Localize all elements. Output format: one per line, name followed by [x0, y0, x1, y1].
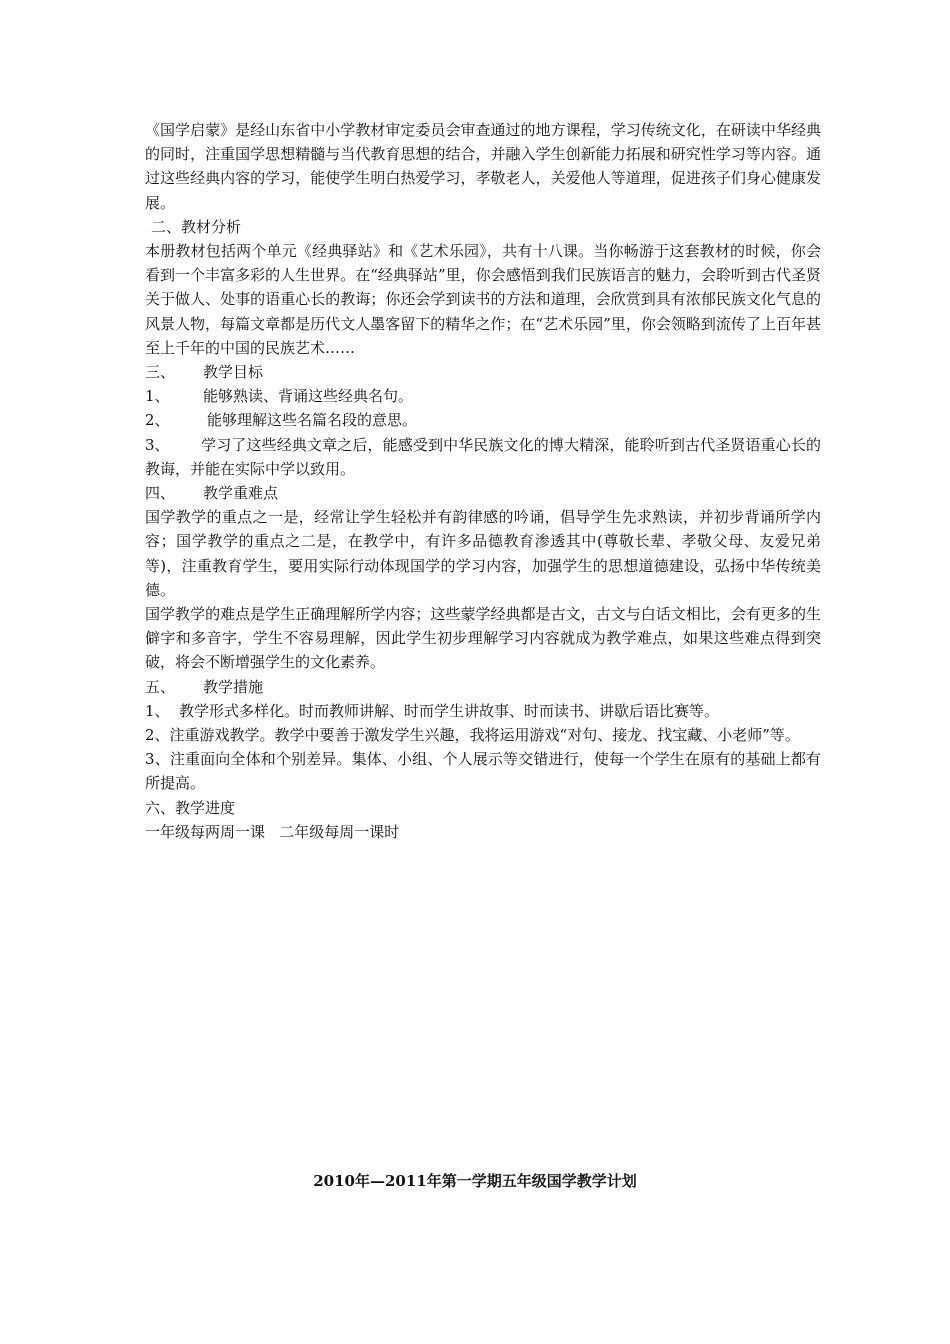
measure-item-3: 3、注重面向全体和个别差异。集体、小组、个人展示等交错进行，使每一个学生在原有的基础上都有所提高。	[145, 750, 821, 793]
goal-item-2-number: 2、	[145, 411, 170, 430]
section-4-title: 教学重难点	[203, 484, 279, 503]
goal-item-3	[145, 433, 821, 481]
section-5-title: 教学措施	[203, 677, 264, 696]
measure-item-1-number: 1、	[145, 701, 170, 720]
measure-item-1	[145, 699, 821, 723]
goal-item-1-number: 1、	[145, 387, 170, 406]
schedule-line: 一年级每两周一课 二年级每周一课时	[145, 822, 400, 841]
section-3-number: 三、	[145, 363, 176, 382]
section-6-heading: 六、教学进度	[145, 798, 236, 817]
section-3-heading	[145, 360, 821, 384]
goal-item-3-number: 3、	[145, 435, 170, 454]
goal-item-1-text: 能够熟读、背诵这些经典名句。	[203, 387, 414, 406]
section-3-title: 教学目标	[203, 363, 264, 382]
section-4-number: 四、	[145, 484, 176, 503]
goal-item-1	[145, 384, 821, 408]
document-body	[145, 118, 821, 844]
section-5-heading	[145, 675, 821, 699]
goal-item-3-text: 学习了这些经典文章之后，能感受到中华民族文化的博大精深，能聆听到古代圣贤语重心长的教诲，并能在实际中学以致用。	[145, 435, 821, 478]
intro-paragraph: 《国学启蒙》是经山东省中小学教材审定委员会审查通过的地方课程，学习传统文化，在研读中华经典的同时，注重国学思想精髓与当代教育思想的结合，并融入学生创新能力拓展和研究性学习等内容。通过这些经典内容的学习，能使学生明白热爱学习，孝敬老人，关爱他人等道理，促进孩子们身心健康发展。	[145, 121, 821, 212]
section-4-paragraph-2: 国学教学的难点是学生正确理解所学内容；这些蒙学经典都是古文，古文与白话文相比，会有更多的生僻字和多音字，学生不容易理解，因此学生初步理解学习内容就成为教学难点，如果这些难点得到突破，将会不断增强学生的文化素养。	[145, 605, 821, 672]
measure-item-1-text: 教学形式多样化。时而教师讲解、时而学生讲故事、时而读书、讲歇后语比赛等。	[179, 701, 720, 720]
measure-item-2: 2、注重游戏教学。教学中要善于激发学生兴趣，我将运用游戏“对句、接龙、找宝藏、小老师”等。	[145, 726, 800, 745]
goal-item-2-text: 能够理解这些名篇名段的意思。	[207, 411, 418, 430]
section-5-number: 五、	[145, 677, 176, 696]
section-4-paragraph-1: 国学教学的重点之一是，经常让学生轻松并有韵律感的吟诵，倡导学生先求熟读，并初步背诵所学内容；国学教学的重点之二是，在教学中，有许多品德教育渗透其中(尊敬长辈、孝敬父母、友爱兄弟等)，注重教育学生，要用实际行动体现国学的学习内容，加强学生的思想道德建设，弘扬中华传统美德。	[145, 508, 821, 599]
section-4-heading	[145, 481, 821, 505]
section-2-heading: 二、教材分析	[151, 217, 242, 236]
section-2-paragraph: 本册教材包括两个单元《经典驿站》和《艺术乐园》，共有十八课。当你畅游于这套教材的时候，你会看到一个丰富多彩的人生世界。在“经典驿站”里，你会感悟到我们民族语言的魅力，会聆听到古代圣贤关于做人、处事的语重心长的教诲；你还会学到读书的方法和道理，会欣赏到具有浓郁民族文化气息的风景人物，每篇文章都是历代文人墨客留下的精华之作；在“艺术乐园”里，你会领略到流传了上百年甚至上千年的中国的民族艺术……	[145, 242, 821, 357]
next-page-title: 2010年—2011年第一学期五年级国学教学计划	[313, 1172, 637, 1190]
goal-item-2	[145, 408, 821, 432]
